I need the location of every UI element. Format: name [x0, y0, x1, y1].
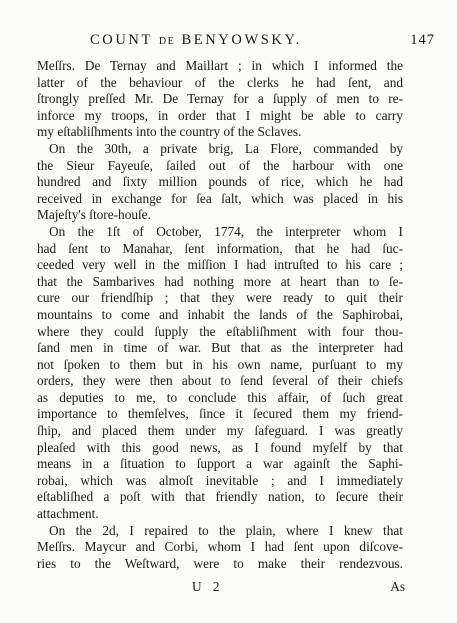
text-line: On the 1ſt of October, 1774, the interpreter whom I: [49, 223, 403, 239]
text-line: ceeded very well in the miſſion I had intruſted to his care ;: [37, 257, 403, 273]
catchword: As: [390, 579, 405, 594]
text-line: not ſpoken to them but in his own name, purſuant to my: [37, 356, 403, 372]
text-line: importance to themſelves, ſince it ſecured them my friend-: [37, 406, 403, 422]
page-number: 147: [410, 32, 435, 48]
running-head-de: DE: [158, 36, 176, 47]
text-line: latter of the behaviour of the clerks he had ſent, and: [37, 74, 403, 90]
text-line: hundred and ſixty million pounds of rice, which he had: [37, 174, 403, 190]
text-line: where they could ſupply the eſtabliſhment with four thou-: [37, 323, 403, 339]
text-line: ſand men in time of war. But that as the interpreter had: [37, 340, 403, 356]
text-line: pleaſed with this good news, as I found myſelf by that: [37, 439, 403, 455]
text-line: mountains to come and inhabit the lands of the Saphirobai,: [37, 306, 403, 322]
text-line: On the 2d, I repaired to the plain, where I knew that: [49, 522, 403, 538]
text-line: means in a ſituation to ſupport a war againſt the Saphi-: [37, 456, 403, 472]
page-footer: [37, 579, 403, 599]
body-text: [37, 58, 403, 572]
signature-mark: U 2: [192, 579, 224, 594]
text-line: eſtabliſhed a poſt with that friendly nation, to ſecure their: [37, 489, 403, 505]
text-line: attachment.: [37, 506, 99, 522]
running-head-count: COUNT: [90, 32, 153, 48]
text-line: orders, they were then about to ſend ſeveral of their chiefs: [37, 373, 403, 389]
text-line: had ſent to Manahar, ſent information, that he had ſuc-: [37, 240, 403, 256]
text-line: inforce my troops, in order that I might be able to carry: [37, 107, 403, 123]
text-line: my eſtabliſhments into the country of the Sсlaves.: [37, 124, 302, 140]
text-line: received in exchange for ſea ſalt, which was placed in his: [37, 190, 403, 206]
running-head: [90, 32, 302, 49]
text-line: the Sieur Fayeuſe, ſailed out of the harbour with one: [37, 157, 403, 173]
text-line: ſhip, and placed them under my ſafeguard. I was greatly: [37, 423, 403, 439]
text-line: Meſſrs. De Ternay and Maillart ; in which I informed the: [37, 58, 403, 73]
text-line: ries to the Weſtward, were to make their rendezvous.: [37, 555, 403, 571]
text-line: that the Sambarives had nothing more at heart than to ſe-: [37, 273, 403, 289]
text-line: robai, which was almoſt inevitable ; and I immediately: [37, 472, 403, 488]
text-line: as deputies to me, to conclude this affair, of ſuch great: [37, 389, 403, 405]
page-header: [70, 30, 435, 52]
text-line: ſtrongly preſſed Mr. De Ternay for a ſupply of men to re-: [37, 91, 403, 107]
text-line: On the 30th, a private brig, La Flore, commanded by: [49, 140, 403, 156]
text-line: cure our friendſhip ; that they were ready to quit their: [37, 290, 403, 306]
text-line: Meſſrs. Maycur and Corbi, whom I had ſent upon diſcove-: [37, 539, 403, 555]
running-head-benyowsky: BENYOWSKY.: [181, 32, 302, 48]
text-line: Majeſty's ſtore-houſe.: [37, 207, 151, 223]
